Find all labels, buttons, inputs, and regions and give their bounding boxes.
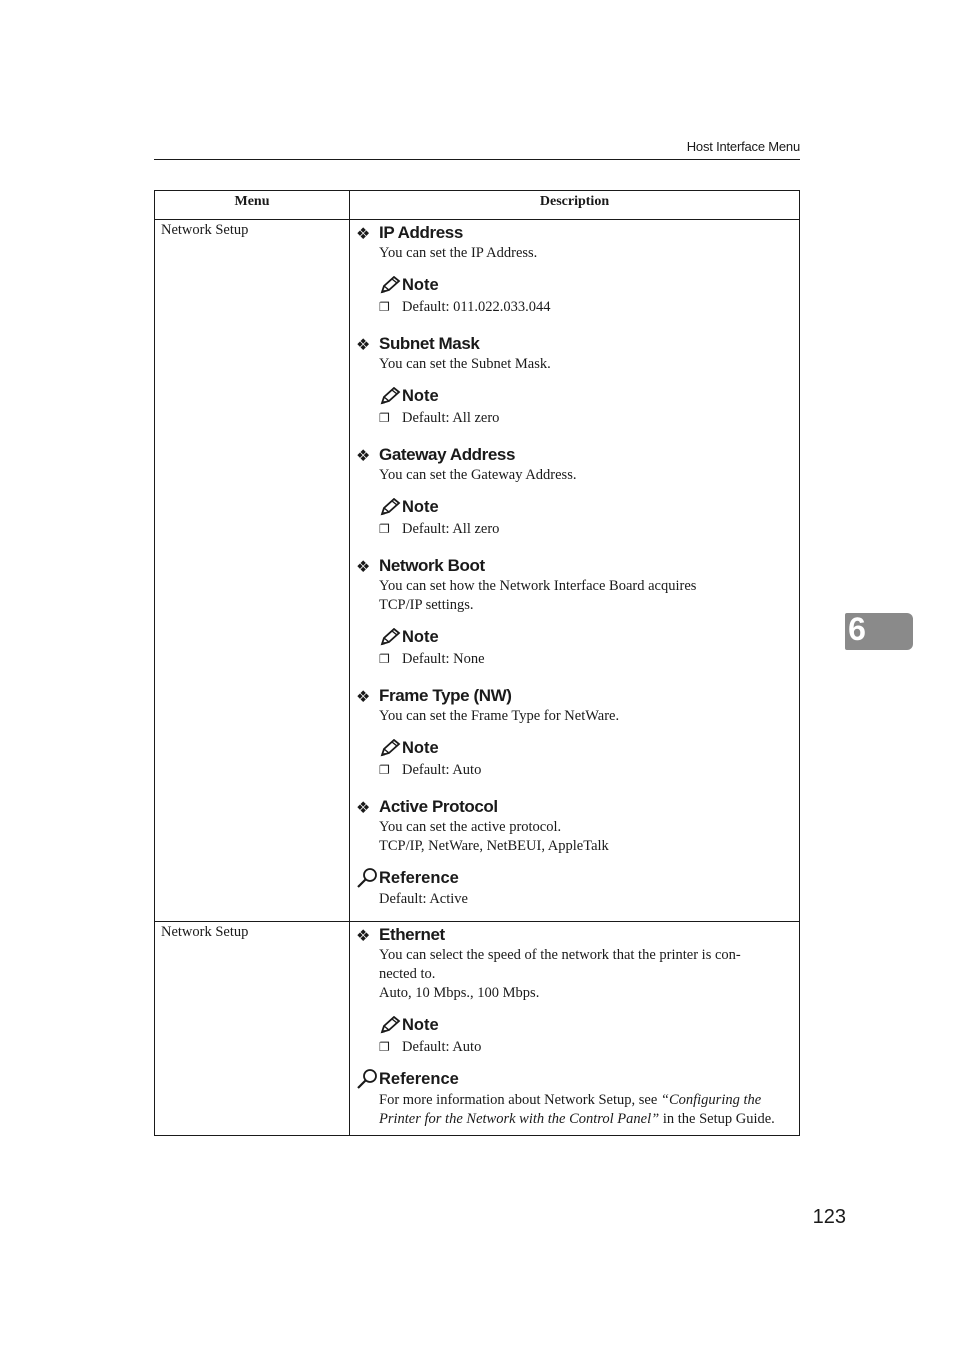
reference-label: Reference <box>379 1069 459 1088</box>
diamond-bullet-icon: ❖ <box>356 223 370 243</box>
setting-item-ethernet <box>356 924 793 1129</box>
reference-text <box>356 1091 793 1129</box>
checkbox-icon: ❐ <box>379 1040 390 1054</box>
setting-description <box>356 707 793 726</box>
note-heading <box>356 626 793 648</box>
description-line: TCP/IP, NetWare, NetBEUI, AppleTalk <box>379 838 609 854</box>
checkbox-icon: ❐ <box>379 300 390 314</box>
setting-title <box>356 796 793 818</box>
note-label: Note <box>402 497 439 516</box>
setting-title-text: Frame Type (NW) <box>379 686 512 705</box>
chapter-tab <box>845 613 913 650</box>
note-heading <box>356 737 793 759</box>
checkbox-icon: ❐ <box>379 522 390 536</box>
note-label: Note <box>402 738 439 757</box>
table-row <box>155 220 800 922</box>
magnifier-icon <box>356 1068 378 1090</box>
setting-item-ip-address <box>356 222 793 317</box>
setting-description <box>356 818 793 856</box>
setting-description <box>356 355 793 374</box>
diamond-bullet-icon: ❖ <box>356 925 370 945</box>
reference-heading <box>356 867 793 889</box>
checkbox-icon: ❐ <box>379 652 390 666</box>
note-item <box>356 409 793 428</box>
reference-text-after: in the Setup Guide. <box>659 1111 775 1127</box>
note-text: Default: Auto <box>402 762 482 778</box>
note-text: Default: All zero <box>402 521 500 537</box>
note-item <box>356 298 793 317</box>
note-text: Default: All zero <box>402 410 500 426</box>
description-cell <box>350 922 800 1136</box>
note-item <box>356 761 793 780</box>
setting-description <box>356 577 793 615</box>
pencil-icon <box>379 387 401 405</box>
table-header-row <box>155 191 800 220</box>
setting-title-text: Gateway Address <box>379 445 516 464</box>
note-label: Note <box>402 275 439 294</box>
description-line: nected to. <box>379 966 436 982</box>
reference-label: Reference <box>379 868 459 887</box>
setting-description <box>356 244 793 263</box>
setting-item-subnet-mask <box>356 333 793 428</box>
setting-title <box>356 555 793 577</box>
note-heading <box>356 385 793 407</box>
setting-title-text: IP Address <box>379 223 463 242</box>
note-heading <box>356 1014 793 1036</box>
running-header: Host Interface Menu <box>686 139 800 154</box>
pencil-icon <box>379 276 401 294</box>
setting-description <box>356 466 793 485</box>
note-label: Note <box>402 1015 439 1034</box>
note-item <box>356 1038 793 1057</box>
chapter-number: 6 <box>848 611 866 647</box>
description-line: TCP/IP settings. <box>379 597 474 613</box>
description-line: You can select the speed of the network that the printer is con- <box>379 947 741 963</box>
reference-link-title: “Configuring the Printer for the Network with the Control Panel” <box>379 1092 762 1127</box>
description-line: You can set the Gateway Address. <box>379 467 577 483</box>
host-interface-menu-table <box>154 190 800 1136</box>
setting-title <box>356 444 793 466</box>
setting-item-network-boot <box>356 555 793 669</box>
note-item <box>356 650 793 669</box>
diamond-bullet-icon: ❖ <box>356 797 370 817</box>
diamond-bullet-icon: ❖ <box>356 556 370 576</box>
checkbox-icon: ❐ <box>379 763 390 777</box>
setting-title <box>356 924 793 946</box>
note-heading <box>356 274 793 296</box>
table-row <box>155 922 800 1136</box>
note-label: Note <box>402 386 439 405</box>
menu-cell: Network Setup <box>155 220 350 922</box>
note-item <box>356 520 793 539</box>
description-line: You can set the Subnet Mask. <box>379 356 551 372</box>
description-line: You can set the active protocol. <box>379 819 562 835</box>
pencil-icon <box>379 628 401 646</box>
pencil-icon <box>379 739 401 757</box>
setting-title-text: Network Boot <box>379 556 485 575</box>
diamond-bullet-icon: ❖ <box>356 334 370 354</box>
page-number: 123 <box>812 1206 846 1228</box>
setting-title <box>356 685 793 707</box>
setting-title <box>356 333 793 355</box>
diamond-bullet-icon: ❖ <box>356 686 370 706</box>
setting-title <box>356 222 793 244</box>
note-text: Default: None <box>402 651 485 667</box>
magnifier-icon <box>356 867 378 889</box>
description-line: Auto, 10 Mbps., 100 Mbps. <box>379 985 540 1001</box>
setting-item-gateway-address <box>356 444 793 539</box>
setting-title-text: Ethernet <box>379 925 445 944</box>
note-text: Default: Auto <box>402 1039 482 1055</box>
column-header-menu: Menu <box>155 191 350 220</box>
pencil-icon <box>379 498 401 516</box>
setting-item-frame-type <box>356 685 793 780</box>
description-line: You can set the Frame Type for NetWare. <box>379 708 620 724</box>
setting-title-text: Subnet Mask <box>379 334 480 353</box>
description-line: You can set the IP Address. <box>379 245 538 261</box>
description-line: You can set how the Network Interface Board acquires <box>379 578 697 594</box>
menu-cell: Network Setup <box>155 922 350 1136</box>
pencil-icon <box>379 1016 401 1034</box>
header-rule <box>154 159 800 160</box>
setting-title-text: Active Protocol <box>379 797 498 816</box>
note-label: Note <box>402 627 439 646</box>
description-cell <box>350 220 800 922</box>
reference-text: Default: Active <box>379 891 468 907</box>
setting-description <box>356 946 793 1003</box>
setting-item-active-protocol <box>356 796 793 909</box>
reference-heading <box>356 1068 793 1090</box>
note-text: Default: 011.022.033.044 <box>402 299 551 315</box>
reference-text-before: For more information about Network Setup, see <box>379 1092 661 1108</box>
column-header-description: Description <box>350 191 800 220</box>
checkbox-icon: ❐ <box>379 411 390 425</box>
diamond-bullet-icon: ❖ <box>356 445 370 465</box>
note-heading <box>356 496 793 518</box>
